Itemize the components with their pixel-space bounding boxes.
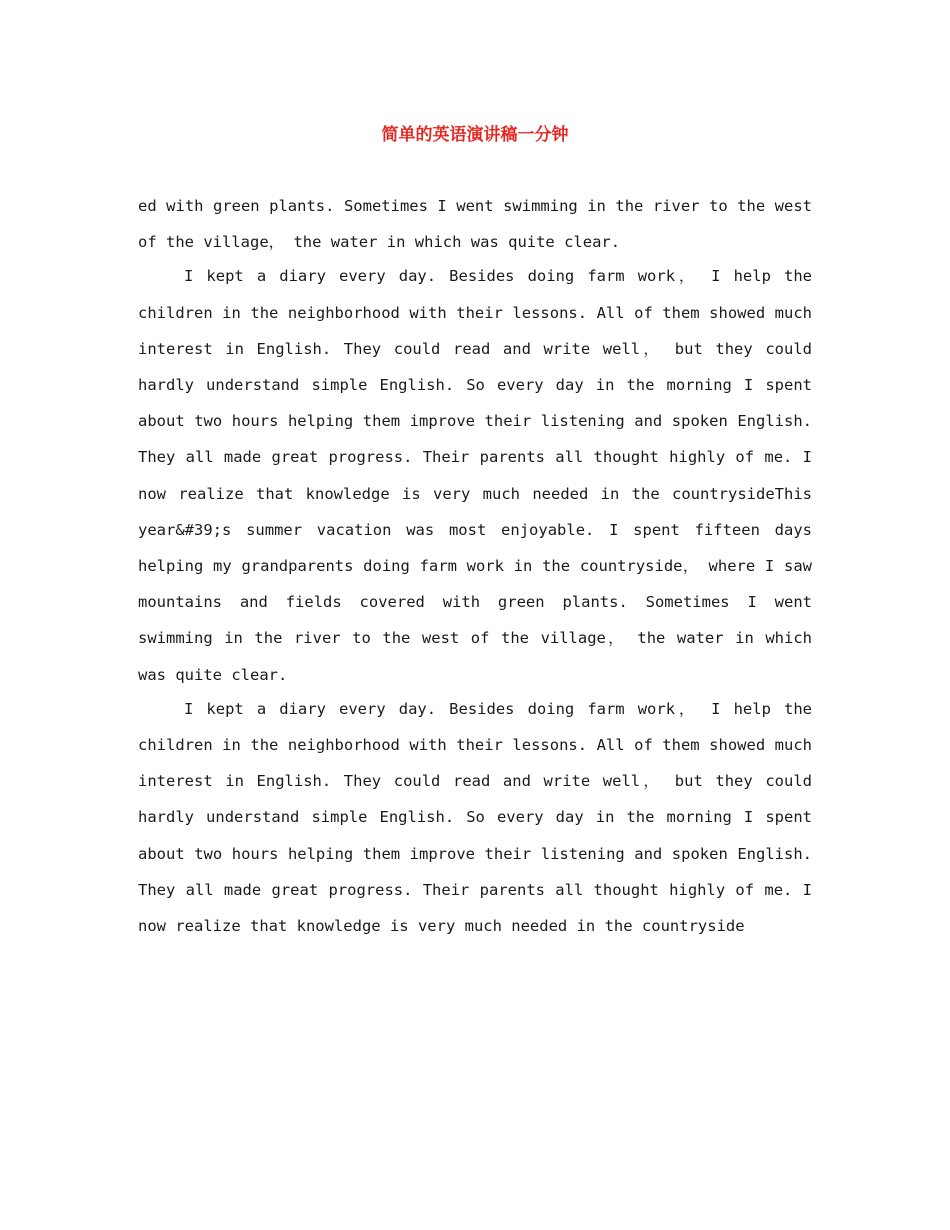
paragraph-3: I kept a diary every day. Besides doing farm work， I help the children in the neighborhood with their lessons. All of them showed much interest in English. They could read and write well， but they could hardly understand simple English. So every day in the morning I spent about two hours helping them improve their listening and spoken English. They all made great progress. Their parents all thought highly of me. I now realize that knowledge is very much needed in the countryside (138, 699, 812, 936)
document-title: 简单的英语演讲稿一分钟 (381, 125, 569, 145)
paragraph-2: I kept a diary every day. Besides doing farm work， I help the children in the neighborhood with their lessons. All of them showed much interest in English. They could read and write well， but they could hardly understand simple English. So every day in the morning I spent about two hours helping them improve their listening and spoken English. They all made great progress. Their parents all thought highly of me. I now realize that knowledge is very much needed in the countrysideThis year&#39;s summer vacation was most enjoyable. I spent fifteen days helping my grandparents doing farm work in the countryside， where I saw mountains and fields covered with green plants. Sometimes I went swimming in the river to the west of the village， the water in which was quite clear. (138, 267, 812, 684)
paragraph-1: ed with green plants. Sometimes I went swimming in the river to the west of the village， the water in which was quite clear. (138, 197, 812, 252)
document-body (138, 188, 812, 944)
